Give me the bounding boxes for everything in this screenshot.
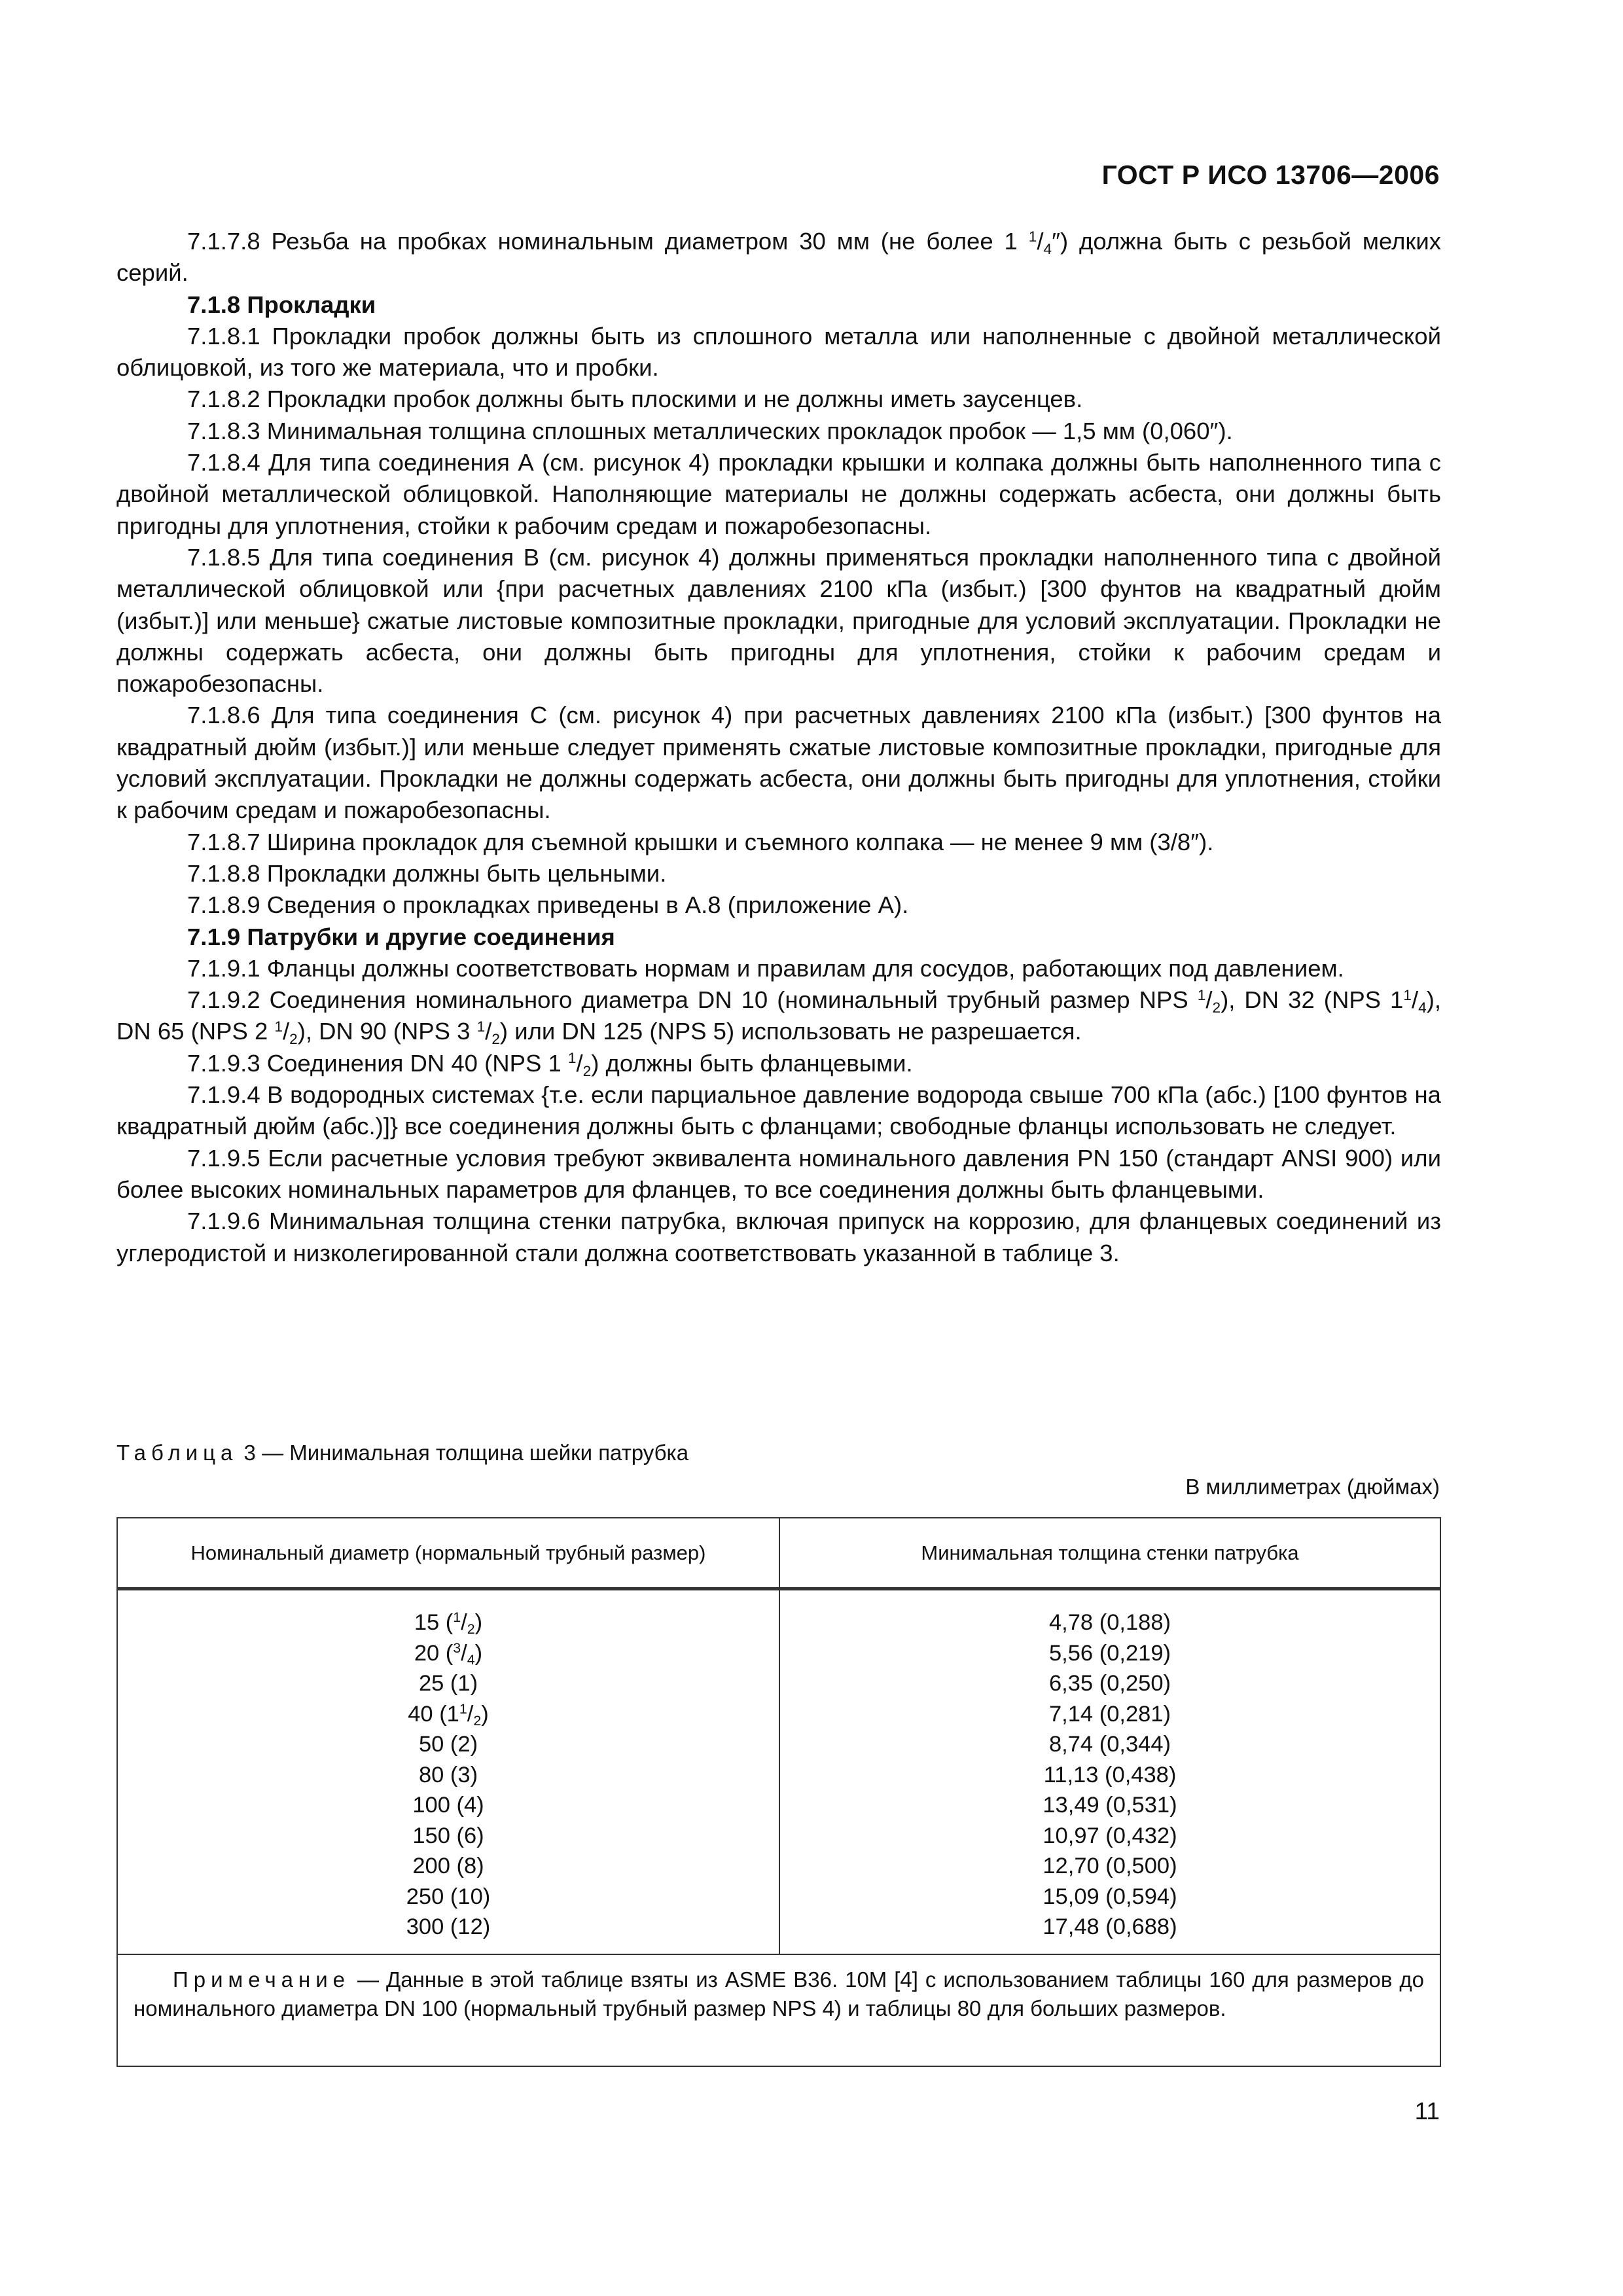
- section-heading-7-1-8: 7.1.8 Прокладки: [187, 291, 376, 318]
- table-caption: Таблица 3 — Минимальная толщина шейки патрубка: [116, 1441, 689, 1465]
- table-cell-dn: 25 (1): [418, 1671, 478, 1696]
- table-header-min-wall-thickness: Минимальная толщина стенки патрубка: [921, 1541, 1299, 1564]
- paragraph-7-1-7-8: 7.1.7.8 Резьба на пробках номинальным диаметром 30 мм (не более 1 $^1/_4''$) должна быть с резьбой мелких серий.: [116, 228, 1441, 287]
- page-number: 11: [1414, 2098, 1440, 2125]
- body-text: [116, 226, 1441, 1269]
- table-units-note: В миллиметрах (дюймах): [1185, 1475, 1440, 1499]
- table-header-nominal-diameter: Номинальный диаметр (нормальный трубный размер): [190, 1541, 706, 1564]
- table-column-min-wall-thickness: [780, 1607, 1440, 1943]
- paragraph-7-1-9-6: 7.1.9.6 Минимальная толщина стенки патрубка, включая припуск на коррозию, для фланцевых соединений из углеродистой и низколегированной стали должна соответствовать указанной в таблице 3.: [116, 1208, 1441, 1266]
- table-cell-thickness: 8,74 (0,344): [1048, 1732, 1171, 1757]
- paragraph-7-1-9-1: 7.1.9.1 Фланцы должны соответствовать нормам и правилам для сосудов, работающих под давлением.: [187, 954, 1344, 982]
- paragraph-7-1-9-3: 7.1.9.3 Соединения DN 40 (NPS 1 $^1/_2$) должны быть фланцевыми.: [187, 1049, 913, 1079]
- paragraph-7-1-8-6: 7.1.8.6 Для типа соединения С (см. рисунок 4) при расчетных давлениях 2100 кПа (избыт.) [300 фунтов на квадратный дюйм (избыт.)] или меньше следует применять сжатые листовые композитные прокладки, пригодные для условий эксплуатации. Прокладки не должны содержать асбеста, они должны быть пригодны для уплотнения, стойки к рабочим средам и пожаробезопасны.: [116, 702, 1441, 824]
- table-cell-dn: 80 (3): [418, 1762, 478, 1787]
- table-header-divider: [118, 1587, 1440, 1590]
- section-heading-7-1-9: 7.1.9 Патрубки и другие соединения: [187, 923, 615, 950]
- paragraph-7-1-8-1: 7.1.8.1 Прокладки пробок должны быть из сплошного металла или наполненные с двойной металлической облицовкой, из того же материала, что и пробки.: [116, 322, 1441, 382]
- document-header: ГОСТ Р ИСО 13706—2006: [1101, 160, 1440, 190]
- nozzle-thickness-table: [116, 1517, 1441, 2067]
- table-cell-dn: 150 (6): [412, 1823, 484, 1848]
- paragraph-7-1-8-5: 7.1.8.5 Для типа соединения В (см. рисунок 4) должны применяться прокладки наполненного типа с двойной металлической облицовкой или {при расчетных давлениях 2100 кПа (избыт.) [300 фунтов на квадратный дюйм (избыт.)] или меньше} сжатые листовые композитные прокладки, пригодные для условий эксплуатации. Прокладки не должны содержать асбеста, они должны быть пригодны для уплотнения, стойки к рабочим средам и пожаробезопасны.: [116, 543, 1441, 698]
- table-column-nominal-diameter: [118, 1607, 779, 1943]
- paragraph-7-1-8-3: 7.1.8.3 Минимальная толщина сплошных металлических прокладок пробок — 1,5 мм (0,060″).: [187, 417, 1233, 444]
- paragraph-7-1-8-8: 7.1.8.8 Прокладки должны быть цельными.: [187, 859, 667, 887]
- table-cell-dn: 300 (12): [406, 1914, 491, 1939]
- table-cell-thickness: 4,78 (0,188): [1048, 1610, 1171, 1635]
- table-note-divider: [118, 1954, 1440, 1955]
- table-cell-thickness: 6,35 (0,250): [1048, 1671, 1171, 1696]
- table-cell-thickness: 12,70 (0,500): [1043, 1854, 1177, 1878]
- table-cell-dn: 250 (10): [406, 1884, 491, 1909]
- table-cell-dn: 200 (8): [412, 1854, 484, 1878]
- table-cell-dn: 100 (4): [412, 1793, 484, 1818]
- table-cell-dn: 40 $(1^1/_2)$: [408, 1700, 489, 1729]
- table-cell-thickness: 10,97 (0,432): [1043, 1823, 1177, 1848]
- table-cell-thickness: 17,48 (0,688): [1043, 1914, 1177, 1939]
- table-cell-thickness: 7,14 (0,281): [1048, 1701, 1171, 1727]
- table-cell-thickness: 13,49 (0,531): [1043, 1793, 1177, 1818]
- paragraph-7-1-9-5: 7.1.9.5 Если расчетные условия требуют эквивалента номинального давления PN 150 (стандарт ANSI 900) или более высоких номинальных параметров для фланцев, то все соединения должны быть фланцевыми.: [116, 1144, 1441, 1203]
- paragraph-7-1-8-9: 7.1.8.9 Сведения о прокладках приведены в А.8 (приложение А).: [187, 891, 909, 919]
- table-cell-thickness: 5,56 (0,219): [1048, 1640, 1171, 1666]
- table-cell-dn: 20 $(^3/_4)$: [414, 1640, 483, 1668]
- paragraph-7-1-8-2: 7.1.8.2 Прокладки пробок должны быть плоскими и не должны иметь заусенцев.: [187, 386, 1083, 413]
- table-cell-thickness: 15,09 (0,594): [1043, 1884, 1177, 1909]
- table-note: Примечание — Данные в этой таблице взяты из ASME B36. 10M [4] с использованием таблицы 160 для размеров до номинального диаметра DN 100 (нормальный трубный размер NPS 4) и таблицы 80 для больших размеров.: [134, 1967, 1424, 2020]
- paragraph-7-1-9-2: 7.1.9.2 Соединения номинального диаметра DN 10 (номинальный трубный размер NPS $^1/_2$), DN 32 (NPS $1^1/_4$), DN 65 (NPS 2 $^1/_2$), DN 90 (NPS 3 $^1/_2$) или DN 125 (NPS 5) использовать не разрешается.: [116, 986, 1441, 1048]
- paragraph-7-1-8-7: 7.1.8.7 Ширина прокладок для съемной крышки и съемного колпака — не менее 9 мм (3/8″).: [187, 828, 1214, 855]
- paragraph-7-1-9-4: 7.1.9.4 В водородных системах {т.е. если парциальное давление водорода свыше 700 кПа (абс.) [100 фунтов на квадратный дюйм (абс.)]} все соединения должны быть с фланцами; свободные фланцы использовать не следует.: [116, 1081, 1441, 1140]
- table-cell-dn: 15 $(^1/_2)$: [414, 1609, 483, 1638]
- paragraph-7-1-8-4: 7.1.8.4 Для типа соединения А (см. рисунок 4) прокладки крышки и колпака должны быть наполненного типа с двойной металлической облицовкой. Наполняющие материалы не должны содержать асбеста, они должны быть пригодны для уплотнения, стойки к рабочим средам и пожаробезопасны.: [116, 449, 1441, 539]
- table-cell-thickness: 11,13 (0,438): [1043, 1762, 1177, 1787]
- table-cell-dn: 50 (2): [418, 1732, 478, 1757]
